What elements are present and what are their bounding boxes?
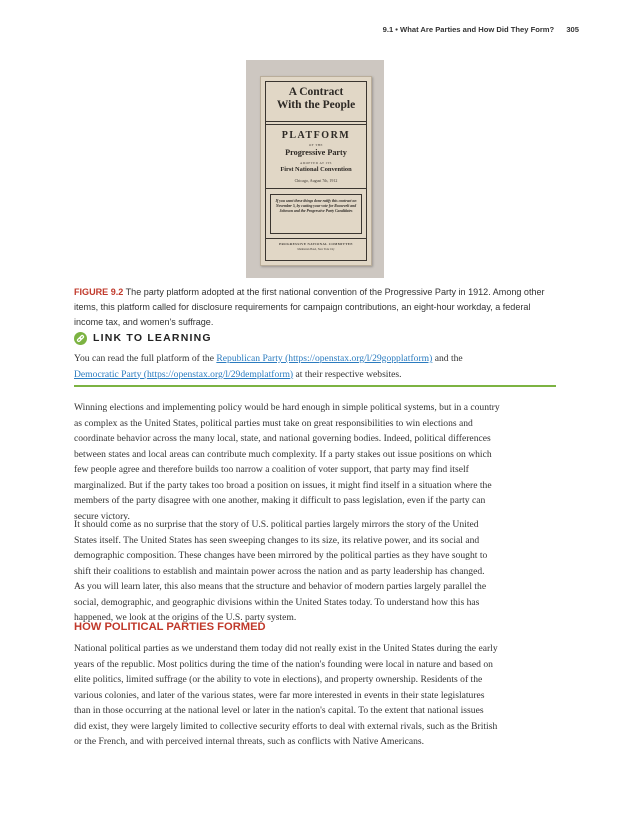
ltl-text-after: at their respective websites. [293,368,402,380]
pamphlet-of-the: OF THE [308,143,323,147]
paragraph-line: members of the party disagree with one another, making it difficult to pass legislation, even if the party can [74,495,486,506]
figure-caption [74,285,556,329]
pamphlet-date: Chicago, August 7th, 1912 [294,178,338,183]
figure-caption-text: The party platform adopted at the first national convention of the Progressive Party in 1912. Among other items, this platform called for disclosure requirements for campaign contributions, an eight-hour workday, a federal income tax, and women's suffrage. [74,287,545,327]
section-heading: HOW POLITICAL PARTIES FORMED [74,621,266,633]
democratic-party-link[interactable]: Democratic Party (https://openstax.org/l/29demplatform) [74,368,294,380]
ltl-text-before: You can read the full platform of the [74,353,217,364]
link-to-learning-divider [74,385,556,387]
figure-label: FIGURE 9.2 [74,287,124,297]
paragraph-line: few people agree and therefore builds too narrow a coalition of voter support, that party may find itself [74,464,469,475]
pamphlet-rule [265,238,367,239]
pamphlet-title [263,86,369,112]
paragraph-line: marginalized. But if the party takes too broad a position on issues, it might find itself in a situation where the [74,479,492,491]
pamphlet-rule [265,124,367,125]
figure-photo [246,60,384,278]
pamphlet-box-text: If you want these things done ratify this contract on November 5, by casting your vote for Roosevelt and Johnson and the Progressive Party Candidates [270,194,362,234]
link-to-learning-body [74,351,556,382]
paragraph-line: shift their coalitions to establish and maintain power across the nation and as party leadership has changed. [74,565,485,577]
paragraph-line: Winning elections and implementing policy would be hard enough in simple political systems, but in a country [74,402,500,413]
paragraph-line: or the French, and with perceived internal threats, such as conflicts with Native Americans. [74,736,425,747]
paragraph-line: years of the republic. Most politics during the time of the nation's founding were local in nature and based on [74,658,493,670]
running-header [383,25,579,34]
paragraph-line: social, demographic, and geographic divisions within the United States today. To understand how this has [74,596,480,608]
paragraph-line: coordinate behavior across the many local, state, and national governing bodies. Indeed, political differences [74,433,491,444]
paragraph-line: happened, we look at the origins of the U.S. party system. [74,612,297,623]
paragraph-line: than in those occurring at the national level or later in the nation's capital. To the extent that national issues [74,705,484,716]
paragraph-line: It should come as no surprise that the story of U.S. political parties largely mirrors the story of the United [74,519,479,530]
link-to-learning-title: LINK TO LEARNING [93,332,212,344]
paragraph-line: States itself. The United States has seen sweeping changes to its size, its relative power, and its social and [74,534,480,546]
paragraph-line: as complex as the United States, political parties must take on great responsibilities to win elections and [74,417,473,429]
pamphlet-address: Manhattan Hotel, New York City [297,248,335,251]
pamphlet-rule [265,188,367,189]
pamphlet-convention: First National Convention [280,166,352,173]
paragraph-line: various colonies, and later of the various states, were far more interested in events in their state legislatures [74,689,485,701]
pamphlet-platform: PLATFORM [281,130,351,141]
ltl-text-middle: and the [432,353,463,364]
paragraph-2 [74,517,556,626]
paragraph-line: elite politics, limited suffrage (or the ability to vote in elections), and property ownership. Residents of the [74,674,483,685]
pamphlet [260,76,372,266]
paragraph-line: As you will learn later, this also means that the structure and behavior of modern parties largely parallel the [74,581,487,592]
pamphlet-title-line2: With the People [276,99,356,111]
paragraph-line: did exist, they were largely limited to collective security efforts to deal with external rivals, such as the British [74,720,498,732]
pamphlet-committee: PROGRESSIVE NATIONAL COMMITTEE [279,242,353,246]
page-number: 305 [566,25,579,34]
pamphlet-rule [265,121,367,122]
pamphlet-party: Progressive Party [285,148,347,157]
link-to-learning-header [74,331,212,345]
link-icon-glyph [76,334,85,343]
paragraph-line: National political parties as we understand them today did not really exist in the United States during the early [74,643,498,654]
paragraph-3 [74,641,556,750]
paragraph-line: between states and local areas can contribute much complexity. If a party stakes out issue positions on which [74,448,492,460]
paragraph-line: secure victory. [74,510,130,522]
header-section-title: 9.1 • What Are Parties and How Did They Form? [382,25,555,34]
paragraph-line: demographic composition. These changes have been mirrored by the political parties as they have sought to [74,550,488,561]
paragraph-1 [74,400,556,524]
pamphlet-adopted: ADOPTED AT ITS [300,161,332,165]
republican-party-link[interactable]: Republican Party (https://openstax.org/l/29gopplatform) [216,353,433,364]
pamphlet-title-line1: A Contract [288,86,344,98]
link-icon [74,332,87,345]
